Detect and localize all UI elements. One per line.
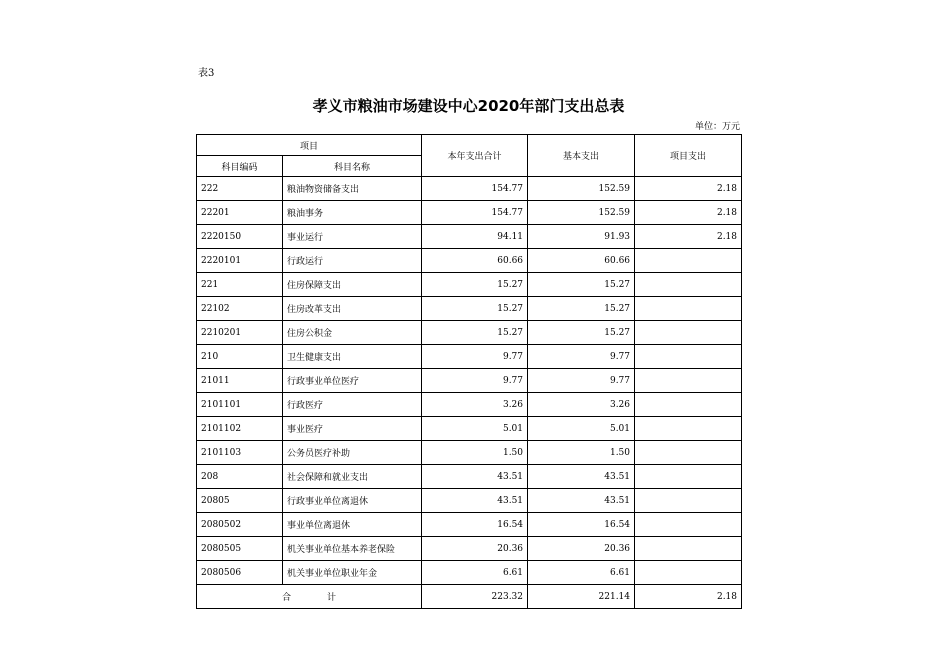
cell-basic: 15.27 <box>528 321 635 345</box>
table-row <box>197 369 742 393</box>
table-body <box>197 177 742 585</box>
table-row <box>197 177 742 201</box>
cell-item: 2.18 <box>635 177 742 201</box>
cell-item: 2.18 <box>635 201 742 225</box>
cell-name: 住房公积金 <box>283 321 422 345</box>
table-row <box>197 297 742 321</box>
cell-name: 事业单位离退休 <box>283 513 422 537</box>
cell-item <box>635 537 742 561</box>
unit-label: 单位：万元 <box>694 122 740 132</box>
header-project: 项目 <box>197 135 422 156</box>
cell-total: 6.61 <box>422 561 528 585</box>
cell-total: 154.77 <box>422 201 528 225</box>
cell-basic: 15.27 <box>528 273 635 297</box>
header-code: 科目编码 <box>197 156 283 177</box>
header-name: 科目名称 <box>283 156 422 177</box>
cell-code: 2220101 <box>197 249 283 273</box>
cell-item <box>635 297 742 321</box>
cell-item <box>635 441 742 465</box>
cell-name: 行政事业单位医疗 <box>283 369 422 393</box>
table-row <box>197 201 742 225</box>
cell-item <box>635 513 742 537</box>
cell-basic: 6.61 <box>528 561 635 585</box>
table-row <box>197 225 742 249</box>
cell-code: 2080506 <box>197 561 283 585</box>
cell-name: 卫生健康支出 <box>283 345 422 369</box>
cell-item: 2.18 <box>635 225 742 249</box>
cell-total: 15.27 <box>422 273 528 297</box>
cell-item <box>635 465 742 489</box>
cell-code: 20805 <box>197 489 283 513</box>
table-header <box>197 135 742 177</box>
cell-name: 粮油事务 <box>283 201 422 225</box>
cell-total: 43.51 <box>422 489 528 513</box>
cell-code: 222 <box>197 177 283 201</box>
cell-total: 1.50 <box>422 441 528 465</box>
table-row <box>197 441 742 465</box>
total-label-a: 合 <box>281 593 291 603</box>
cell-item <box>635 345 742 369</box>
cell-item <box>635 369 742 393</box>
cell-basic: 152.59 <box>528 201 635 225</box>
cell-code: 2210201 <box>197 321 283 345</box>
cell-name: 机关事业单位基本养老保险 <box>283 537 422 561</box>
cell-total: 15.27 <box>422 321 528 345</box>
cell-basic: 43.51 <box>528 489 635 513</box>
cell-item <box>635 561 742 585</box>
header-basic: 基本支出 <box>528 135 635 177</box>
cell-total: 15.27 <box>422 297 528 321</box>
cell-name: 行政事业单位离退休 <box>283 489 422 513</box>
table-row <box>197 561 742 585</box>
cell-name: 公务员医疗补助 <box>283 441 422 465</box>
table-row <box>197 249 742 273</box>
cell-basic: 152.59 <box>528 177 635 201</box>
cell-code: 221 <box>197 273 283 297</box>
cell-name: 事业运行 <box>283 225 422 249</box>
cell-code: 208 <box>197 465 283 489</box>
header-item: 项目支出 <box>635 135 742 177</box>
cell-total: 60.66 <box>422 249 528 273</box>
total-cell-total: 223.32 <box>422 585 528 609</box>
table-row <box>197 489 742 513</box>
cell-total: 20.36 <box>422 537 528 561</box>
table-row <box>197 465 742 489</box>
table-row <box>197 273 742 297</box>
cell-basic: 5.01 <box>528 417 635 441</box>
cell-code: 2080505 <box>197 537 283 561</box>
total-label-b: 计 <box>327 593 337 603</box>
page-title: 孝义市粮油市场建设中心2020年部门支出总表 <box>312 97 625 115</box>
table-number: 表3 <box>198 68 215 79</box>
header-total: 本年支出合计 <box>422 135 528 177</box>
cell-total: 3.26 <box>422 393 528 417</box>
total-row <box>197 585 742 609</box>
cell-code: 2220150 <box>197 225 283 249</box>
cell-item <box>635 393 742 417</box>
cell-item <box>635 489 742 513</box>
cell-code: 2101101 <box>197 393 283 417</box>
cell-item <box>635 417 742 441</box>
cell-code: 210 <box>197 345 283 369</box>
cell-name: 住房改革支出 <box>283 297 422 321</box>
cell-item <box>635 321 742 345</box>
cell-total: 9.77 <box>422 345 528 369</box>
cell-total: 9.77 <box>422 369 528 393</box>
cell-name: 粮油物资储备支出 <box>283 177 422 201</box>
cell-code: 21011 <box>197 369 283 393</box>
cell-name: 机关事业单位职业年金 <box>283 561 422 585</box>
cell-code: 22102 <box>197 297 283 321</box>
cell-basic: 43.51 <box>528 465 635 489</box>
cell-total: 94.11 <box>422 225 528 249</box>
expenditure-table <box>196 134 742 609</box>
table-row <box>197 513 742 537</box>
cell-total: 43.51 <box>422 465 528 489</box>
cell-name: 住房保障支出 <box>283 273 422 297</box>
cell-basic: 9.77 <box>528 345 635 369</box>
cell-basic: 60.66 <box>528 249 635 273</box>
cell-item <box>635 273 742 297</box>
table-row <box>197 345 742 369</box>
cell-basic: 15.27 <box>528 297 635 321</box>
cell-item <box>635 249 742 273</box>
total-label <box>197 585 422 609</box>
cell-code: 2080502 <box>197 513 283 537</box>
cell-name: 社会保障和就业支出 <box>283 465 422 489</box>
cell-code: 2101103 <box>197 441 283 465</box>
cell-total: 16.54 <box>422 513 528 537</box>
cell-name: 事业医疗 <box>283 417 422 441</box>
cell-basic: 91.93 <box>528 225 635 249</box>
cell-total: 5.01 <box>422 417 528 441</box>
cell-basic: 3.26 <box>528 393 635 417</box>
cell-total: 154.77 <box>422 177 528 201</box>
total-cell-item: 2.18 <box>635 585 742 609</box>
total-cell-basic: 221.14 <box>528 585 635 609</box>
table-row <box>197 417 742 441</box>
table-row <box>197 321 742 345</box>
cell-basic: 1.50 <box>528 441 635 465</box>
cell-basic: 9.77 <box>528 369 635 393</box>
cell-basic: 16.54 <box>528 513 635 537</box>
table-row <box>197 537 742 561</box>
cell-basic: 20.36 <box>528 537 635 561</box>
cell-name: 行政医疗 <box>283 393 422 417</box>
cell-code: 22201 <box>197 201 283 225</box>
table-row <box>197 393 742 417</box>
cell-code: 2101102 <box>197 417 283 441</box>
cell-name: 行政运行 <box>283 249 422 273</box>
